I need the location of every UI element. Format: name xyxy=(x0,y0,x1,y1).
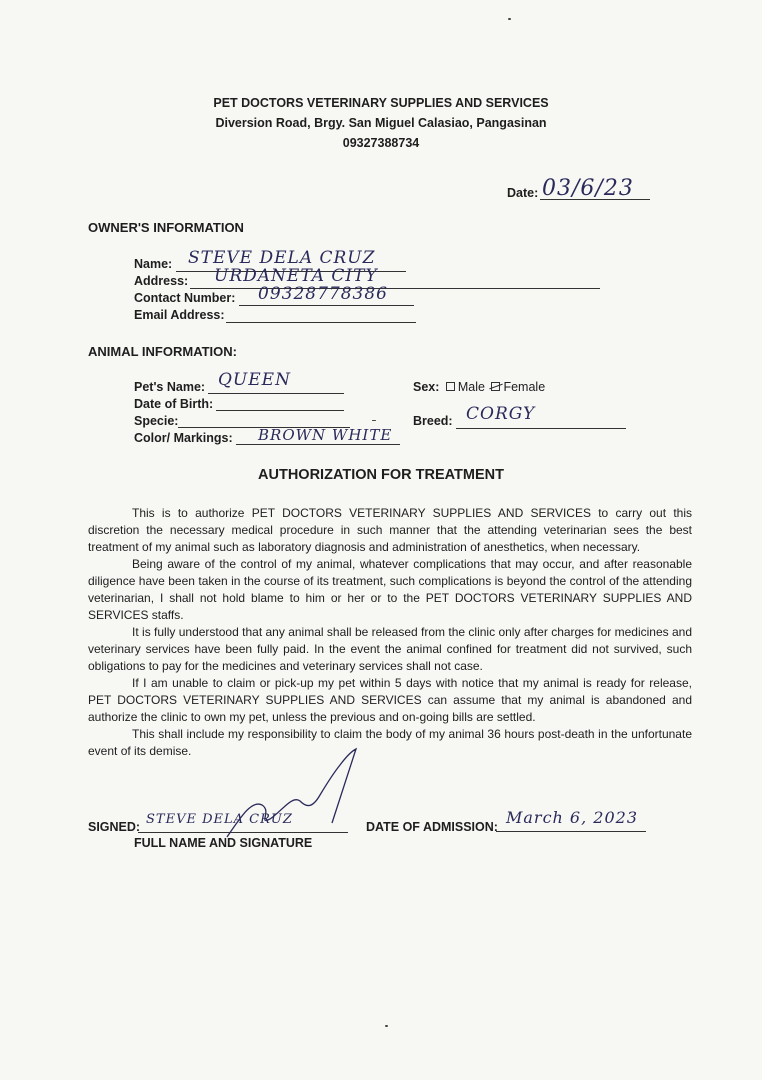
owner-contact-value: 09328778386 xyxy=(258,284,388,304)
dob-line xyxy=(216,410,344,411)
owner-name-label: Name: xyxy=(134,257,173,271)
pet-name-label: Pet's Name: xyxy=(134,380,206,394)
authorization-paragraph: This shall include my responsibility to claim the body of my animal 36 hours post-death in the unfortunate event of its demise. xyxy=(88,727,692,758)
sex-male-checkbox[interactable] xyxy=(446,382,455,391)
admission-line xyxy=(496,831,646,832)
sex-male-option: Male xyxy=(457,380,485,394)
signed-value: STEVE DELA CRUZ xyxy=(146,812,293,827)
pet-name-line xyxy=(208,393,344,394)
specie-label: Specie: xyxy=(134,414,179,428)
authorization-paragraph: If I am unable to claim or pick-up my pet within 5 days with notice that my animal is ready for release, PET DOCTORS VETERINARY SUPPLIES AND SERVICES can assume that my animal is abandoned and authorize the clinic to own my pet, unless the previous and on-going bills are settled. xyxy=(88,676,692,724)
date-value: 03/6/23 xyxy=(542,176,634,201)
authorization-body xyxy=(88,505,692,760)
authorization-paragraph: Being aware of the control of my animal, whatever complications that may occur, and after reasonable diligence have been taken in the course of its treatment, such complications is beyond the control of the attending veterinarian, I shall not hold blame to him or her or to the PET DOCTORS VETERINARY SUPPLIES AND SERVICES staffs. xyxy=(88,557,692,622)
sex-label: Sex: xyxy=(413,380,440,394)
breed-line xyxy=(456,428,626,429)
owner-email-line xyxy=(226,322,416,323)
scan-speck xyxy=(508,18,511,20)
dob-label: Date of Birth: xyxy=(134,397,214,411)
handwritten-signature-mark xyxy=(222,745,362,845)
color-line xyxy=(236,444,400,445)
animal-section-title: ANIMAL INFORMATION: xyxy=(88,344,237,359)
sex-female-checkbox[interactable] xyxy=(491,382,500,391)
owner-address-line xyxy=(190,288,600,289)
pet-name-value: QUEEN xyxy=(218,370,291,390)
letterhead xyxy=(0,93,762,153)
color-value: BROWN WHITE xyxy=(258,426,393,444)
color-label: Color/ Markings: xyxy=(134,431,233,445)
signed-label: SIGNED: xyxy=(88,820,141,834)
owner-address-label: Address: xyxy=(134,274,189,288)
scan-speck xyxy=(372,420,376,421)
clinic-phone: 09327388734 xyxy=(342,136,420,150)
authorization-paragraph: This is to authorize PET DOCTORS VETERINARY SUPPLIES AND SERVICES to carry out this discretion the necessary medical procedure in such manner that the attending veterinarian sees the best treatment of my animal such as laboratory diagnosis and administration of anesthetics, when necessary. xyxy=(88,506,692,554)
admission-value: March 6, 2023 xyxy=(506,808,638,827)
sex-female-option: Female xyxy=(503,380,546,394)
sex-field xyxy=(413,380,545,394)
owner-contact-line xyxy=(239,305,414,306)
breed-label: Breed: xyxy=(413,414,453,428)
breed-value: CORGY xyxy=(466,404,536,424)
date-label: Date: xyxy=(507,186,539,200)
signature-caption: FULL NAME AND SIGNATURE xyxy=(134,836,313,850)
scan-speck xyxy=(385,1025,388,1027)
owner-address-value: URDANETA CITY xyxy=(214,266,378,286)
admission-label: DATE OF ADMISSION: xyxy=(366,820,498,834)
clinic-address: Diversion Road, Brgy. San Miguel Calasiao, Pangasinan xyxy=(215,116,547,130)
authorization-title: AUTHORIZATION FOR TREATMENT xyxy=(258,467,504,483)
date-line xyxy=(540,199,650,200)
owner-name-value: STEVE DELA CRUZ xyxy=(188,248,376,268)
authorization-paragraph: It is fully understood that any animal shall be released from the clinic only after charges for medicines and veterinary services have been fully paid. In the event the animal confined for treatment did not survived, such obligations to pay for the medicines and veterinary services shall not case. xyxy=(88,625,692,673)
owner-contact-label: Contact Number: xyxy=(134,291,236,305)
clinic-name: PET DOCTORS VETERINARY SUPPLIES AND SERVICES xyxy=(213,96,549,110)
owner-email-label: Email Address: xyxy=(134,308,225,322)
owner-section-title: OWNER'S INFORMATION xyxy=(88,220,244,235)
